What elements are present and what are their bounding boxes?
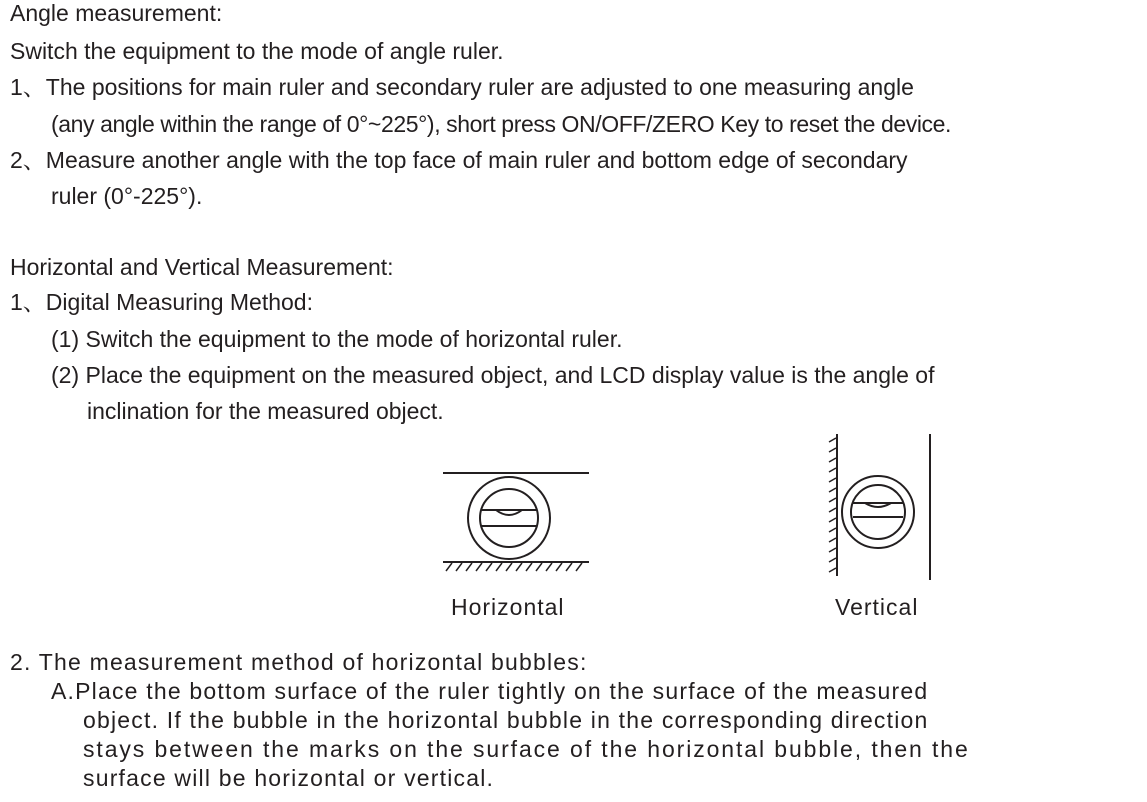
angle-intro: Switch the equipment to the mode of angle ruler. xyxy=(10,38,504,64)
horizontal-caption: Horizontal xyxy=(451,594,565,620)
angle-step-2-line-2: ruler (0°-225°). xyxy=(51,183,203,209)
bubbles-a-line-1: A.Place the bottom surface of the ruler tightly on the surface of the measured xyxy=(51,678,929,704)
bubbles-a-line-2: object. If the bubble in the horizontal bubble in the corresponding direction xyxy=(83,707,929,733)
bubbles-a-line-3: stays between the marks on the surface of the horizontal bubble, then the xyxy=(83,736,970,762)
hv-method-1: 1、Digital Measuring Method: xyxy=(10,289,313,315)
vertical-caption: Vertical xyxy=(835,594,919,620)
bubbles-heading: 2. The measurement method of horizontal bubbles: xyxy=(10,649,588,675)
hv-sub-2-line-1: (2) Place the equipment on the measured object, and LCD display value is the angle of xyxy=(51,362,935,388)
ground-hatching xyxy=(446,563,582,571)
hv-sub-1: (1) Switch the equipment to the mode of horizontal ruler. xyxy=(51,326,623,352)
inner-ring xyxy=(480,489,538,547)
inner-ring xyxy=(851,485,905,539)
angle-step-1-line-2: (any angle within the range of 0°~225°), short press ON/OFF/ZERO Key to reset the device. xyxy=(51,111,952,137)
hv-sub-2-line-2: inclination for the measured object. xyxy=(87,398,444,424)
angle-step-2-line-1: 2、Measure another angle with the top face of main ruler and bottom edge of secondary xyxy=(10,147,908,173)
horizontal-level-diagram xyxy=(438,462,594,574)
outer-ring xyxy=(842,476,914,548)
angle-heading: Angle measurement: xyxy=(10,0,223,26)
wall-hatching xyxy=(829,438,836,572)
angle-step-1-line-1: 1、The positions for main ruler and secondary ruler are adjusted to one measuring angle xyxy=(10,74,914,100)
vertical-level-diagram xyxy=(822,430,938,582)
hv-heading: Horizontal and Vertical Measurement: xyxy=(10,254,394,280)
bubbles-a-line-4: surface will be horizontal or vertical. xyxy=(83,765,495,791)
